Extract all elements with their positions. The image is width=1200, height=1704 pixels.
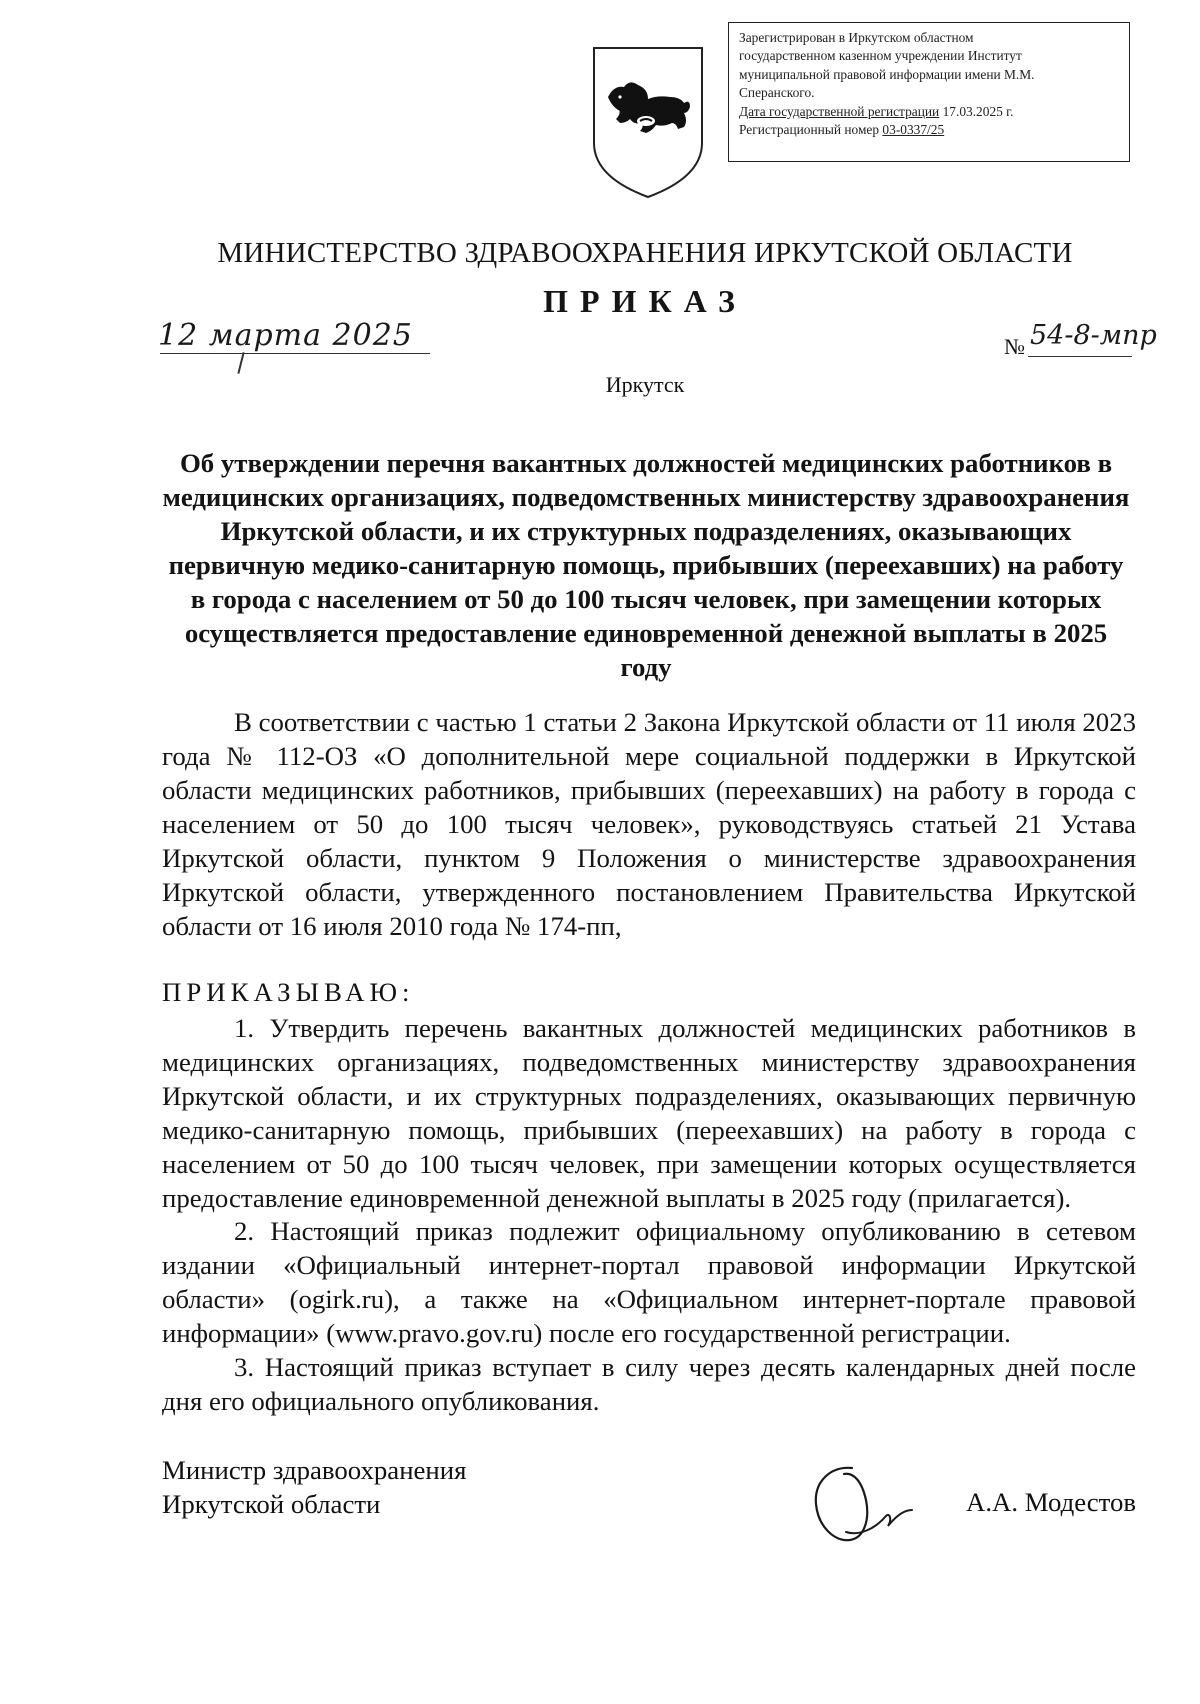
registration-stamp	[728, 22, 1130, 162]
stamp-reg-value: 03-0337/25	[882, 122, 945, 138]
order-item-3: 3. Настоящий приказ вступает в силу через десять календарных дней после дня его официального опубликования.	[162, 1352, 1136, 1416]
city-name: Иркутск	[605, 372, 685, 397]
handwritten-date: 12 марта 2025	[158, 318, 413, 353]
stamp-registration-date	[739, 103, 1125, 121]
coat-of-arms-icon	[590, 45, 706, 200]
stamp-date-value: 17.03.2025 г.	[942, 103, 1014, 119]
date-underline	[160, 353, 430, 354]
handwritten-signature-icon	[800, 1460, 920, 1550]
signatory-name: А.А. Модестов	[966, 1487, 1137, 1517]
ministry-title: МИНИСТЕРСТВО ЗДРАВООХРАНЕНИЯ ИРКУТСКОЙ ОБЛАСТИ	[217, 237, 1073, 269]
stamp-reg-label: Регистрационный номер	[739, 122, 880, 138]
stamp-line: Сперанского.	[739, 85, 815, 101]
number-label: №	[1004, 334, 1025, 359]
signatory-position	[162, 1453, 466, 1521]
document-subject: Об утверждении перечня вакантных должностей медицинских работников в медицинских организациях, подведомственных министерству здравоохранения Иркутской области, и их структурных подразделениях, оказывающих первичную медико-санитарную помощь, прибывших (переехавших) на работу в города с населением от 50 до 100 тысяч человек, при замещении которых осуществляется предоставление единовременной денежной выплаты в 2025 году	[162, 448, 1130, 682]
preamble-paragraph: В соответствии с частью 1 статьи 2 Закона Иркутской области от 11 июля 2023 года № 112-ОЗ «О дополнительной мере социальной поддержки в Иркутской области медицинских работников, прибывших (переехавших) на работу в города с населением от 50 до 100 тысяч человек», руководствуясь статьей 21 Устава Иркутской области, пунктом 9 Положения о министерстве здравоохранения Иркутской области, утвержденного постановлением Правительства Иркутской области от 16 июля 2010 года № 174-пп,	[162, 707, 1136, 941]
signatory-position-line: Министр здравоохранения	[162, 1455, 467, 1485]
stamp-date-label: Дата государственной регистрации	[739, 103, 940, 119]
stamp-line: муниципальной правовой информации имени М.М.	[739, 66, 1035, 82]
signatory-position-line: Иркутской области	[162, 1489, 381, 1519]
stamp-line: государственном казенном учреждении Институт	[739, 48, 1022, 64]
document-type-title: ПРИКАЗ	[543, 283, 747, 319]
stamp-registration-number	[739, 121, 1125, 139]
order-word: ПРИКАЗЫВАЮ:	[162, 977, 415, 1007]
stamp-line: Зарегистрирован в Иркутском областном	[739, 30, 974, 45]
handwritten-order-number: 54-8-мпр	[1030, 320, 1157, 351]
order-item-1: 1. Утвердить перечень вакантных должностей медицинских работников в медицинских организациях, подведомственных министерству здравоохранения Иркутской области, и их структурных подразделениях, оказывающих первичную медико-санитарную помощь, прибывших (переехавших) на работу в города с населением от 50 до 100 тысяч человек, при замещении которых осуществляется предоставление единовременной денежной выплаты в 2025 году (прилагается).	[162, 1013, 1136, 1213]
date-pen-stroke	[237, 352, 244, 374]
order-item-2: 2. Настоящий приказ подлежит официальному опубликованию в сетевом издании «Официальный интернет-портал правовой информации Иркутской области» (ogirk.ru), а также на «Официальном интернет-портале правовой информации» (www.pravo.gov.ru) после его государственной регистрации.	[162, 1216, 1136, 1348]
number-underline	[1028, 356, 1132, 357]
